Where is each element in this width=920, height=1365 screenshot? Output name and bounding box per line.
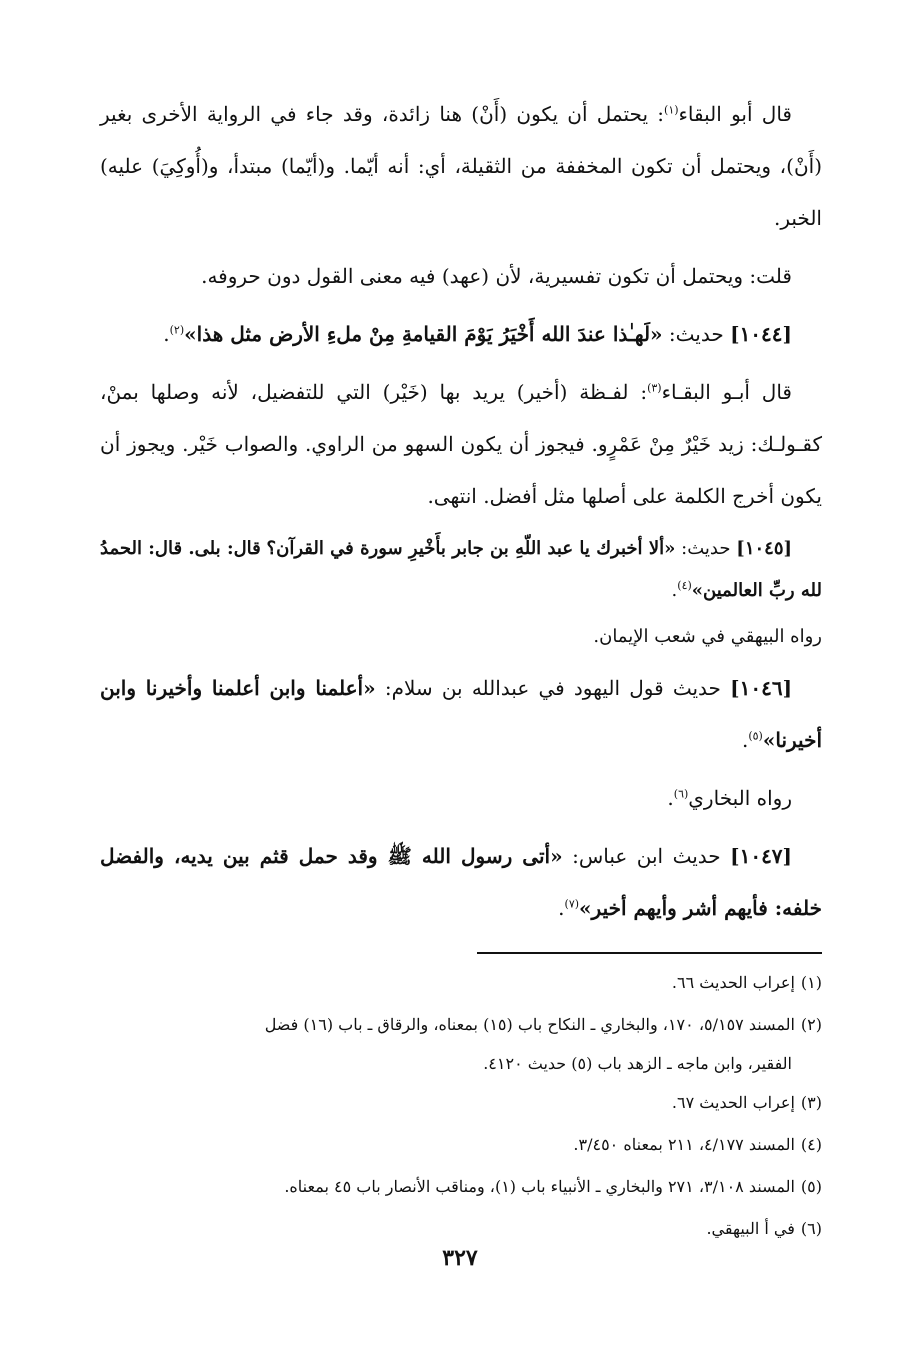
hadith-number: [١٠٤٤] [730,322,792,346]
footnote-ref[interactable]: (٥) [748,729,763,743]
hadith-1045 [100,528,822,612]
paragraph-text: ويجوز أن يكون أخرج الكلمة على أصلها مثل أفضل. انتهى. [100,432,822,508]
footnote-number: (٢) [800,1015,822,1034]
footnote-5 [100,1166,822,1208]
hadith-label: حديث قول اليهود في عبدالله بن سلام: [384,676,721,700]
footnote-ref[interactable]: (٦) [673,787,689,801]
paragraph-text: قال أبو البقاء [678,102,792,126]
footnote-number: (٥) [800,1177,822,1196]
hadith-number: [١٠٤٦] [730,676,793,700]
footnote-number: (١) [800,973,822,992]
footnote-text-continued: الفقير، وابن ماجه ـ الزهد باب (٥) حديث ٤١٢٠. [483,1054,792,1073]
paragraph-abu-albaqa-1 [100,88,822,244]
footnote-divider [477,952,822,954]
footnote-number: (٣) [800,1093,822,1112]
footnote-3 [100,1082,822,1124]
hadith-quote: «أتى رسول الله ﷺ وقد حمل قثم بين يديه، والفضل خلفه: فأيهم أشر وأيهم أخير» [100,844,822,920]
paragraph-text: قلت: ويحتمل أن تكون تفسيرية، لأن (عهد) فيه معنى القول دون حروفه. [201,264,792,288]
footnote-6 [100,1208,822,1250]
hadith-label: حديث: [681,538,731,559]
footnote-number: (٤) [800,1135,822,1154]
paragraph-text: : يحتمل أن يكون (أَنْ) هنا زائدة، وقد جاء في الرواية الأخرى بغير (أَنْ)، ويحتمل أن تكون المخففة من الثقيلة، أي: أنه أيّما. و(أيّما) مبتدأ، و(أُوكِيَ) عليه) الخبر. [100,102,822,230]
footnote-number: (٦) [800,1219,822,1238]
footnote-4 [100,1124,822,1166]
period: . [667,786,674,810]
paragraph-text: رواه البخاري [688,786,792,810]
hadith-quote: «ألا أخبرك يا عبد اللّهِ بن جابر بأَخْيرِ سورة في القرآن؟ [266,538,676,559]
period: . [163,322,170,346]
footnote-ref[interactable]: (٣) [647,381,662,395]
paragraph-text: : لفـظة (أخير) يريد بها (خَيْر) التي للتفضيل، لأنه وصلها بمنْ، كقـولـك: زيد خَيْرٌ مِنْ عَمْرٍو. فيجوز أن يكون السهو من الراوي. والصواب خَيْر. [100,380,823,456]
hadith-quote: «أعلمنا وابن أعلمنا وأخيرنا وابن أخيرنا» [100,676,822,752]
footnote-text: في أ البيهقي. [706,1219,795,1238]
footnote-ref[interactable]: (٧) [564,897,580,911]
paragraph-bukhari [100,772,822,824]
paragraph-bayhaqi [100,616,822,658]
footnote-text: إعراب الحديث ٦٦. [671,973,795,992]
period: . [671,580,678,601]
footnotes [100,962,822,1250]
footnote-ref[interactable]: (٤) [677,579,692,592]
hadith-label: حديث: [668,322,724,346]
hadith-1044 [100,308,822,360]
footnote-text: المسند ٣/١٠٨، ٢٧١ والبخاري ـ الأنبياء باب (١)، ومناقب الأنصار باب ٤٥ بمعناه. [284,1177,795,1196]
hadith-quote: «لَهـٰذا عندَ الله أَخْيَرُ يَوْمَ القيامةِ مِنْ ملءِ الأرض مثل هذا» [184,322,663,346]
page-body [100,88,822,1250]
footnote-text: إعراب الحديث ٦٧. [671,1093,795,1112]
footnote-text: المسند ٤/١٧٧، ٢١١ بمعناه ٣/٤٥٠. [573,1135,795,1154]
footnote-ref[interactable]: (١) [664,103,679,117]
paragraph-qultu [100,250,822,302]
paragraph-abu-albaqa-2 [100,366,822,522]
hadith-number: [١٠٤٧] [730,844,793,868]
paragraph-text: قال أبـو البقـاء [661,380,792,404]
hadith-1046 [100,662,822,766]
footnote-ref[interactable]: (٢) [169,323,185,337]
footnote-1 [100,962,822,1004]
footnote-text: المسند ٥/١٥٧، ١٧٠، والبخاري ـ النكاح باب (١٥) بمعناه، والرقاق ـ باب (١٦) فضل [264,1015,795,1034]
hadith-1047 [100,830,822,934]
footnote-2 [100,1004,822,1082]
hadith-number: [١٠٤٥] [736,538,793,559]
period: . [741,728,749,752]
hadith-label: حديث ابن عباس: [572,844,721,868]
page-number: ٣٢٧ [442,1245,478,1271]
period: . [558,896,565,920]
hadith-quote-rest: قال: بلى. قال: الحمدُ لله ربِّ العالمين» [100,538,822,601]
paragraph-text: رواه البيهقي في شعب الإيمان. [593,626,822,647]
